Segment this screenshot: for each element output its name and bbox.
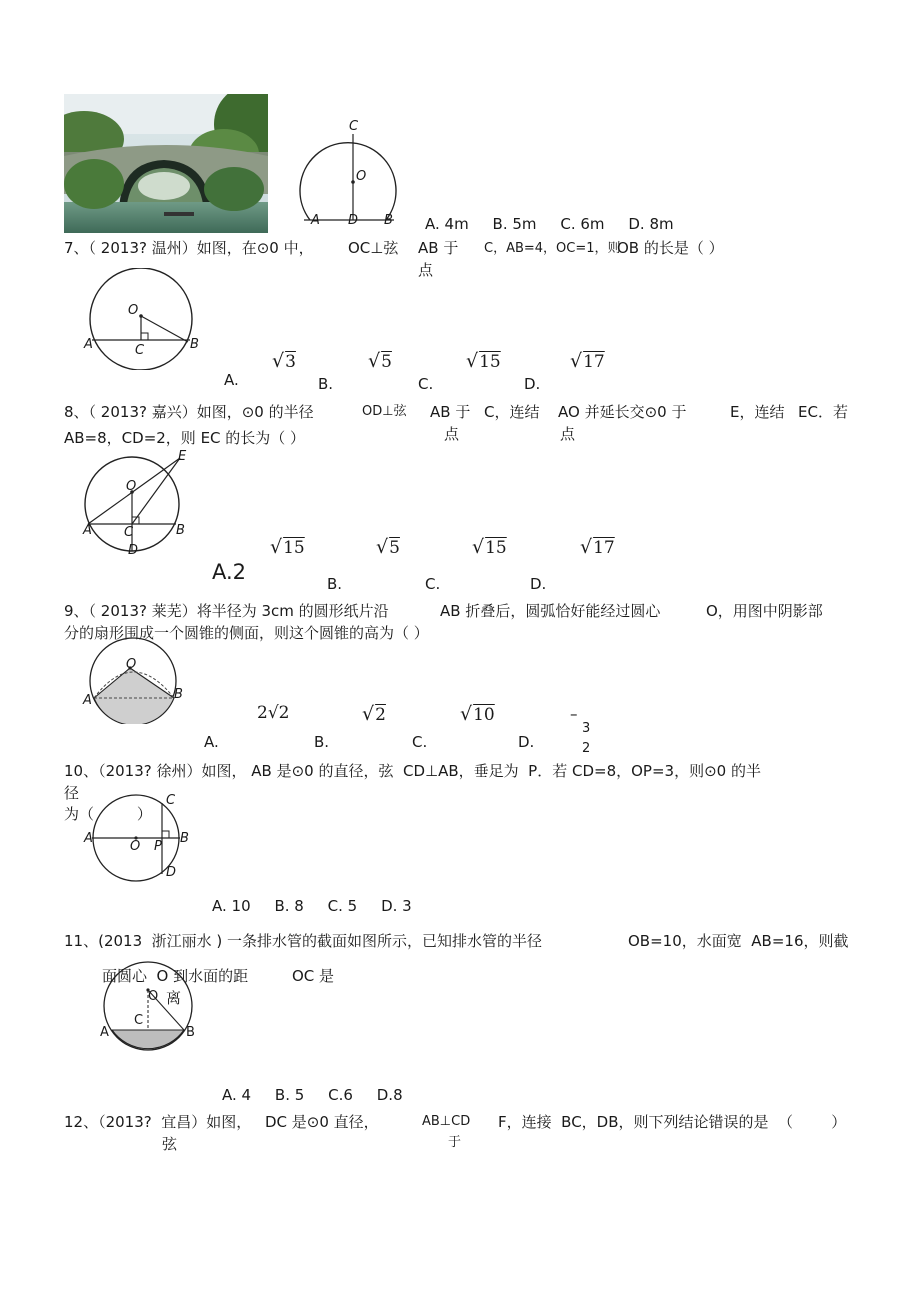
- label-c: C: [349, 119, 359, 134]
- q9-fraction-bar: –: [570, 705, 578, 723]
- q7-text-3b: 点: [418, 261, 434, 279]
- q7-root-c: √15: [466, 350, 501, 372]
- q7-option-d: D.: [524, 375, 541, 393]
- q7-option-b: B.: [318, 375, 334, 393]
- q12-text-1: 12、（2013? 宜昌）如图，: [64, 1113, 252, 1131]
- q8-root-c: √5: [376, 536, 400, 558]
- q11-text-3: 面圆心 O 到水面的距: [102, 967, 249, 985]
- q10-options: A. 10 B. 8 C. 5 D. 3: [212, 897, 412, 915]
- q11-text-1: 11、(2013 浙江丽水 ) 一条排水管的截面如图所示，已知排水管的半径: [64, 932, 543, 950]
- q8-text-8: AB=8，CD=2，则 EC 的长为（ ）: [64, 429, 306, 447]
- q9-text-1: 9、（ 2013? 莱芜）将半径为 3cm 的圆形纸片沿: [64, 602, 389, 620]
- q9-root-c: √10: [460, 703, 495, 725]
- q9-text-4: 分的扇形围成一个圆锥的侧面，则这个圆锥的高为（ ）: [64, 624, 429, 642]
- q7-text-5: OB 的长是（ ）: [617, 239, 724, 257]
- q7-text-1: 7、（ 2013? 温州）如图，在⊙0 中，: [64, 239, 314, 257]
- q10-label-p: P: [154, 839, 162, 854]
- q7-root-a: √3: [272, 350, 296, 372]
- arch-diagram: [296, 94, 400, 234]
- q7-label-c: C: [135, 343, 145, 358]
- q10-label-a: A: [84, 831, 93, 846]
- q7-option-c: C.: [418, 375, 434, 393]
- q8-root-e: √17: [580, 536, 615, 558]
- q8-text-4: C，连结: [484, 403, 540, 421]
- q8-text-5: AO 并延长交⊙0 于: [558, 403, 687, 421]
- q11-options: A. 4 B. 5 C.6 D.8: [222, 1086, 403, 1104]
- q7-text-4: C，AB=4，OC=1，则: [484, 241, 621, 256]
- q8-text-2: OD⊥弦: [362, 404, 407, 419]
- q8-text-7: EC．若: [798, 403, 848, 421]
- q12-text-6: 于: [448, 1135, 462, 1150]
- q8-text-1: 8、（ 2013? 嘉兴）如图，⊙0 的半径: [64, 403, 314, 421]
- q11-label-o: O: [148, 989, 159, 1004]
- q12-text-5: 弦: [162, 1135, 178, 1153]
- q9-option-b: B.: [314, 733, 330, 751]
- q10-text-1: 10、（2013? 徐州）如图， AB 是⊙0 的直径，弦 CD⊥AB，垂足为 P．若 CD=8，OP=3，则⊙0 的半: [64, 762, 761, 780]
- q8-label-c: C: [124, 525, 134, 540]
- q8-dot-2: 点: [560, 425, 576, 443]
- q8-root-d: √15: [472, 536, 507, 558]
- q10-label-c: C: [166, 793, 176, 808]
- q12-text-2: DC 是⊙0 直径，: [265, 1113, 379, 1131]
- q10-text-2: 径: [64, 784, 80, 802]
- q11-label-b: B: [186, 1025, 195, 1040]
- q9-diagram: [82, 632, 186, 724]
- q11-text-5: 离: [166, 989, 182, 1007]
- label-a: A: [311, 213, 320, 228]
- q8-diagram: [82, 449, 192, 560]
- q6-options: A. 4m B. 5m C. 6m D. 8m: [425, 215, 674, 233]
- q8-option-c: C.: [425, 575, 441, 593]
- q12-text-3: AB⊥CD: [422, 1114, 471, 1129]
- q9-label-o: O: [126, 657, 137, 672]
- q9-option-a: A.: [204, 733, 219, 751]
- q10-label-b: B: [180, 831, 189, 846]
- q7-label-a: A: [84, 337, 93, 352]
- label-d: D: [348, 213, 359, 228]
- q9-label-b: B: [174, 687, 183, 702]
- q7-option-a: A.: [224, 371, 239, 389]
- q8-label-d: D: [128, 543, 139, 558]
- q10-text-3: 为（ ）: [64, 805, 152, 823]
- q7-diagram: [82, 268, 202, 370]
- q8-root-b: √15: [270, 536, 305, 558]
- q10-label-o: O: [130, 839, 141, 854]
- q9-text-3: O，用图中阴影部: [706, 602, 823, 620]
- q11-label-c: C: [134, 1013, 144, 1028]
- q8-option-a: A.2: [212, 560, 247, 584]
- q9-fraction-num: 3: [582, 721, 591, 736]
- q8-label-a: A: [83, 523, 92, 538]
- q8-dot-1: 点: [444, 425, 460, 443]
- q9-fraction-den: 2: [582, 741, 591, 756]
- q9-root-b: √2: [362, 703, 386, 725]
- q8-label-o: O: [126, 479, 137, 494]
- q7-root-b: √5: [368, 350, 392, 372]
- q10-diagram: [82, 794, 192, 882]
- q7-text-2: OC⊥弦: [348, 239, 399, 257]
- q9-option-c: C.: [412, 733, 428, 751]
- q9-text-2: AB 折叠后，圆弧恰好能经过圆心: [440, 602, 661, 620]
- q8-label-e: E: [178, 449, 187, 464]
- q7-label-o: O: [128, 303, 139, 318]
- q8-text-6: E，连结: [730, 403, 785, 421]
- q11-text-2: OB=10，水面宽 AB=16，则截: [628, 932, 849, 950]
- q7-root-d: √17: [570, 350, 605, 372]
- q11-label-a: A: [100, 1025, 109, 1040]
- q8-text-3: AB 于: [430, 403, 471, 421]
- q8-option-b: B.: [327, 575, 343, 593]
- bridge-photo: [64, 94, 268, 233]
- q7-text-3: AB 于: [418, 239, 459, 257]
- q11-text-4: OC 是: [292, 967, 335, 985]
- q9-label-a: A: [83, 693, 92, 708]
- label-b: B: [384, 213, 393, 228]
- q8-label-b: B: [176, 523, 185, 538]
- q8-option-d: D.: [530, 575, 547, 593]
- q7-label-b: B: [190, 337, 199, 352]
- q9-root-a: 2√2: [257, 703, 290, 723]
- q9-option-d: D.: [518, 733, 535, 751]
- q12-text-4: F，连接 BC，DB，则下列结论错误的是 （ ）: [498, 1113, 847, 1131]
- label-o: O: [356, 169, 367, 184]
- q10-label-d: D: [166, 865, 177, 880]
